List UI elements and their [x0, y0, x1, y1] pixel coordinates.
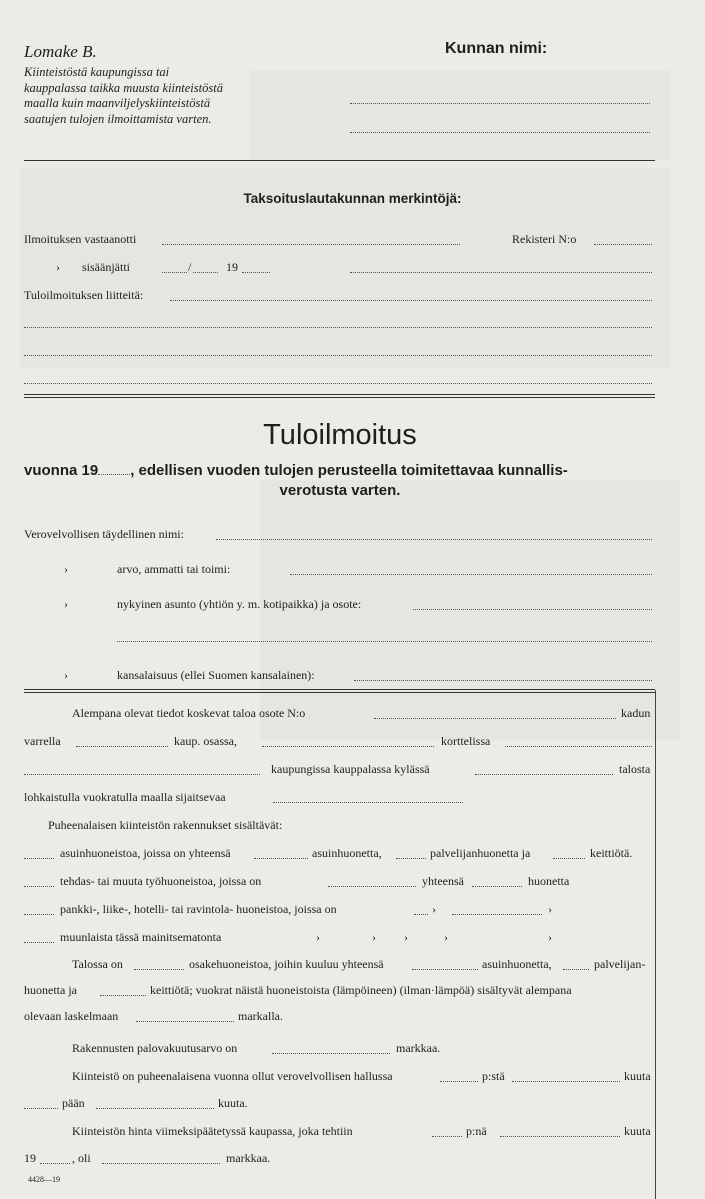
- full-name-field[interactable]: [216, 539, 652, 540]
- ditto-mark-address: ›: [64, 597, 68, 611]
- possession-until-day-field[interactable]: [24, 1108, 58, 1109]
- business-total-field[interactable]: [452, 914, 542, 915]
- shares-line2-text: keittiötä; vuokrat näistä huoneistoista (lämpöineen) (ilman·lämpöä) sisältyvät alempana: [150, 983, 572, 997]
- title-label: arvo, ammatti tai toimi:: [117, 562, 231, 576]
- citizenship-label: kansalaisuus (ellei Suomen kansalainen):: [117, 668, 315, 682]
- shares-line3-start: olevaan laskelmaan: [24, 1009, 119, 1023]
- month-end-label: kuuta.: [218, 1096, 248, 1110]
- entered-month-field[interactable]: [193, 272, 218, 273]
- workspaces-text: tehdas- tai muuta työhuoneistoa, joissa on: [60, 874, 262, 888]
- shares-text2: osakehuoneistoa, joihin kuuluu yhteensä: [189, 957, 384, 971]
- shares-rooms-field[interactable]: [412, 969, 478, 970]
- board-section-title: Taksoituslautakunnan merkintöjä:: [243, 191, 462, 206]
- bleed-through-shading: [250, 70, 670, 160]
- municipality-name-field[interactable]: [350, 103, 650, 104]
- section-divider-bottom: [24, 397, 655, 398]
- shares-text1: Talossa on: [72, 957, 123, 971]
- apartments-text: asuinhuoneistoa, joissa on yhteensä: [60, 846, 231, 860]
- sale-month-field[interactable]: [500, 1136, 620, 1137]
- insurance-value-field[interactable]: [272, 1053, 390, 1054]
- subtitle-year-prefix: vuonna 19: [24, 462, 99, 479]
- register-number-field[interactable]: [594, 244, 652, 245]
- price-markkaa-label: markkaa.: [226, 1151, 271, 1165]
- citizenship-field[interactable]: [354, 680, 652, 681]
- print-code: 4428—19: [28, 1175, 60, 1184]
- shares-kitchens-field[interactable]: [100, 995, 146, 996]
- address-label: nykyinen asunto (yhtiön y. m. kotipaikka) ja osote:: [117, 597, 362, 611]
- declaration-subtitle-line2: verotusta varten.: [279, 482, 401, 499]
- register-label: Rekisteri N:o: [512, 232, 577, 246]
- street-name-field[interactable]: [76, 746, 168, 747]
- from-label: p:stä: [482, 1069, 505, 1083]
- declaration-divider-bottom: [24, 692, 655, 693]
- business-count-field[interactable]: [24, 914, 54, 915]
- sale-month-label: kuuta: [624, 1124, 651, 1138]
- address-field-2[interactable]: [117, 641, 652, 642]
- apartments-count-field[interactable]: [24, 858, 54, 859]
- ditto-mark: ›: [56, 260, 60, 274]
- attachments-field-4[interactable]: [24, 383, 652, 384]
- town-label: kaupungissa kauppalassa kylässä: [271, 762, 430, 776]
- ditto-mark-other-2: ›: [372, 930, 376, 944]
- ditto-mark-business-2: ›: [548, 902, 552, 916]
- kitchens-field[interactable]: [553, 858, 585, 859]
- sale-year-prefix: 19: [24, 1151, 36, 1165]
- insurance-text: Rakennusten palovakuutusarvo on: [72, 1041, 238, 1055]
- ditto-mark-business-1: ›: [432, 902, 436, 916]
- entered-label: sisäänjätti: [82, 260, 130, 274]
- rooms-label: huonetta: [528, 874, 570, 888]
- buildings-intro: Puheenalaisen kiinteistön rakennukset sisältävät:: [48, 818, 283, 832]
- possession-from-month-field[interactable]: [512, 1081, 620, 1082]
- attachments-field-2[interactable]: [24, 327, 652, 328]
- date-separator: /: [188, 260, 192, 274]
- address-intro: Alempana olevat tiedot koskevat taloa osote N:o: [72, 706, 306, 720]
- month-label: kuuta: [624, 1069, 651, 1083]
- declaration-subtitle-line1: [24, 462, 568, 479]
- shares-amount-field[interactable]: [136, 1021, 234, 1022]
- attachments-field[interactable]: [170, 300, 652, 301]
- street-label: kadun: [621, 706, 651, 720]
- sale-day-field[interactable]: [432, 1136, 462, 1137]
- declaration-title: Tuloilmoitus: [263, 419, 417, 451]
- full-name-label: Verovelvollisen täydellinen nimi:: [24, 527, 184, 541]
- form-name: Lomake B.: [24, 42, 97, 61]
- business-rooms-field[interactable]: [414, 914, 428, 915]
- ditto-mark-citizenship: ›: [64, 668, 68, 682]
- shares-count-field[interactable]: [134, 969, 184, 970]
- ditto-mark-other-5: ›: [548, 930, 552, 944]
- living-rooms-field[interactable]: [254, 858, 308, 859]
- workspaces-count-field[interactable]: [24, 886, 54, 887]
- header-divider: [24, 160, 655, 161]
- block-label: korttelissa: [441, 734, 491, 748]
- municipality-label: Kunnan nimi:: [445, 40, 548, 57]
- other-count-field[interactable]: [24, 942, 54, 943]
- block-field[interactable]: [505, 746, 652, 747]
- possession-from-day-field[interactable]: [440, 1081, 478, 1082]
- was-label: , oli: [72, 1151, 91, 1165]
- sale-year-field[interactable]: [40, 1163, 70, 1164]
- ditto-mark-other-4: ›: [444, 930, 448, 944]
- district-field[interactable]: [262, 746, 434, 747]
- section-divider-top: [24, 394, 655, 395]
- markka-ending: markalla.: [238, 1009, 283, 1023]
- shares-line2-start: huonetta ja: [24, 983, 77, 997]
- lot-field[interactable]: [273, 802, 463, 803]
- price-text: Kiinteistön hinta viimeksipäätetyssä kaupassa, joka tehtiin: [72, 1124, 353, 1138]
- attachments-field-3[interactable]: [24, 355, 652, 356]
- business-text: pankki-, liike-, hotelli- tai ravintola- huoneistoa, joissa on: [60, 902, 337, 916]
- shares-text4: palvelijan-: [594, 957, 646, 971]
- shares-servant-field[interactable]: [563, 969, 589, 970]
- line2-start: varrella: [24, 734, 61, 748]
- town-field[interactable]: [24, 774, 260, 775]
- house-label: talosta: [619, 762, 651, 776]
- received-by-field[interactable]: [162, 244, 460, 245]
- form-description: Kiinteistöstä kaupungissa tai kauppalassa taikka muusta kiinteistöstä maalla kuin maanviljelyskiinteistöstä saatujen tulojen ilmoittamista varten.: [24, 65, 223, 126]
- house-field[interactable]: [475, 774, 613, 775]
- sale-price-field[interactable]: [102, 1163, 220, 1164]
- declaration-divider-top: [24, 689, 655, 690]
- received-label: Ilmoituksen vastaanotti: [24, 232, 137, 246]
- servant-rooms-label: palvelijanhuonetta ja: [430, 846, 531, 860]
- subtitle-line1-rest: , edellisen vuoden tulojen perusteella toimitettavaa kunnallis-: [130, 462, 568, 479]
- ditto-mark-other-1: ›: [316, 930, 320, 944]
- possession-until-month-field[interactable]: [96, 1108, 214, 1109]
- attachments-label: Tuloilmoituksen liitteitä:: [24, 288, 144, 302]
- servant-rooms-field[interactable]: [396, 858, 426, 859]
- year-prefix: 19: [226, 260, 238, 274]
- shares-text3: asuinhuonetta,: [482, 957, 552, 971]
- living-rooms-label: asuinhuonetta,: [312, 846, 382, 860]
- municipality-name-field-2[interactable]: [350, 132, 650, 133]
- property-address-field[interactable]: [374, 718, 616, 719]
- entered-day-field[interactable]: [162, 272, 187, 273]
- kitchens-label: keittiötä.: [590, 846, 633, 860]
- address-field[interactable]: [413, 609, 652, 610]
- district-label: kaup. osassa,: [174, 734, 237, 748]
- until-label: pään: [62, 1096, 85, 1110]
- ditto-mark-other-3: ›: [404, 930, 408, 944]
- declaration-year-field[interactable]: [98, 474, 130, 475]
- workspaces-rooms-field[interactable]: [328, 886, 416, 887]
- total-label: yhteensä: [422, 874, 464, 888]
- date-label: p:nä: [466, 1124, 487, 1138]
- entered-year-field[interactable]: [242, 272, 270, 273]
- occupation-field[interactable]: [290, 574, 652, 575]
- possession-text: Kiinteistö on puheenalaisena vuonna ollut verovelvollisen hallussa: [72, 1069, 393, 1083]
- right-margin-line: [655, 690, 656, 1199]
- entered-extra-field[interactable]: [350, 272, 652, 273]
- ditto-mark-title: ›: [64, 562, 68, 576]
- workspaces-total-field[interactable]: [472, 886, 522, 887]
- insurance-markkaa-label: markkaa.: [396, 1041, 441, 1055]
- other-text: muunlaista tässä mainitsematonta: [60, 930, 222, 944]
- lot-label: lohkaistulla vuokratulla maalla sijaitsevaa: [24, 790, 226, 804]
